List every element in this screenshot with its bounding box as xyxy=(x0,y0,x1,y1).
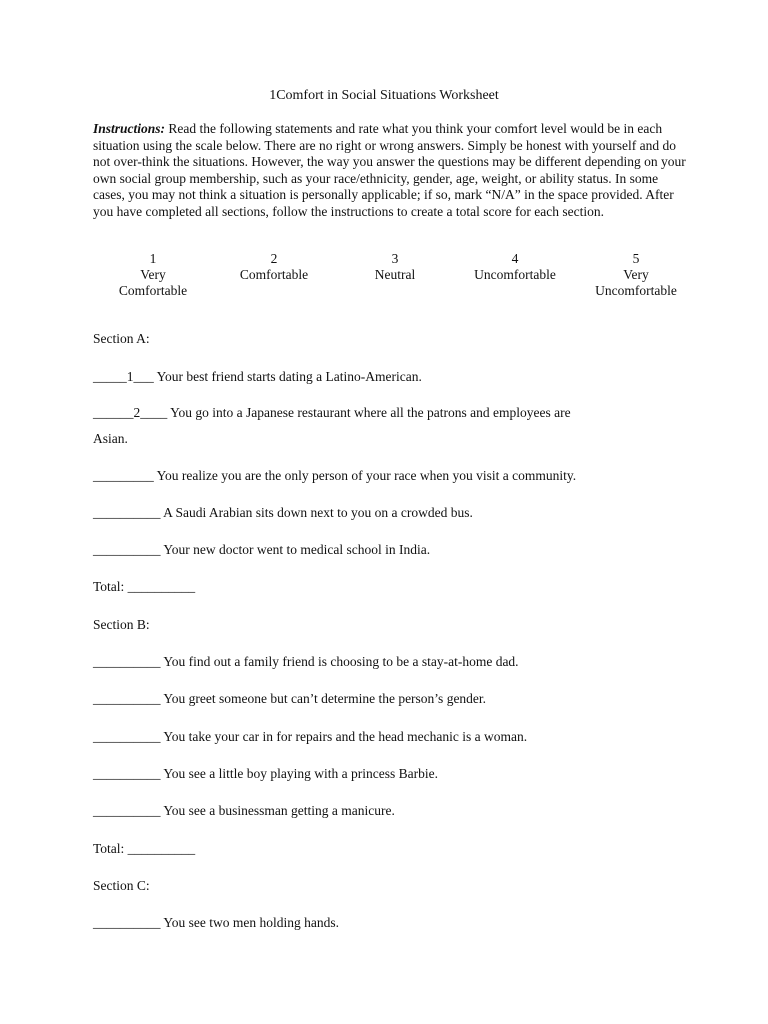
answer-blank[interactable]: __________ xyxy=(93,729,164,744)
section-a-item-2 xyxy=(93,405,571,421)
scale-label: Comfortable xyxy=(118,283,188,298)
statement-text: Your new doctor went to medical school in India. xyxy=(163,542,431,557)
statement-text: Your best friend starts dating a Latino-American. xyxy=(156,369,422,384)
statement-text: You greet someone but can’t determine the person’s gender. xyxy=(163,691,487,706)
scale-label: Comfortable xyxy=(239,267,309,282)
answer-blank[interactable]: __________ xyxy=(93,654,164,669)
scale-item-4 xyxy=(450,251,580,283)
section-a-item-3 xyxy=(93,468,576,484)
section-a-item-5 xyxy=(93,542,430,558)
section-b-total[interactable]: Total: __________ xyxy=(93,841,196,856)
section-b-item-3 xyxy=(93,729,527,745)
answer-blank[interactable]: __________ xyxy=(93,915,164,930)
statement-text: You take your car in for repairs and the head mechanic is a woman. xyxy=(163,729,528,744)
rating-scale xyxy=(0,251,768,301)
section-a-item-4 xyxy=(93,505,473,521)
scale-label: Very xyxy=(140,267,166,282)
instructions-text: Read the following statements and rate what you think your comfort level would be in each situation using the scale below. There are no right or wrong answers. Simply be honest with yourself and do not over-think the situations. However, the way you answer the questions may be different depending on your own social group membership, such as your race/ethnicity, gender, age, weight, or ability status. In some cases, you may not think a situation is personally applicable; if so, mark “N/A” in the space provided. After you have completed all sections, follow the instructions to create a total score for each section. xyxy=(93,121,686,219)
statement-text-continued: Asian. xyxy=(93,431,128,446)
scale-item-3 xyxy=(330,251,460,283)
section-b-heading: Section B: xyxy=(93,617,150,632)
scale-label: Uncomfortable xyxy=(595,283,677,298)
scale-number: 5 xyxy=(632,251,640,266)
scale-number: 2 xyxy=(270,251,278,266)
section-b-item-2 xyxy=(93,691,486,707)
statement-text: A Saudi Arabian sits down next to you on a crowded bus. xyxy=(163,505,473,520)
answer-blank[interactable]: __________ xyxy=(93,505,164,520)
section-b-item-1 xyxy=(93,654,519,670)
instructions-lead: Instructions: xyxy=(93,121,166,136)
scale-item-5 xyxy=(571,251,701,299)
statement-text: You find out a family friend is choosing to be a stay-at-home dad. xyxy=(163,654,519,669)
answer-blank[interactable]: _________ xyxy=(93,468,157,483)
scale-item-2 xyxy=(209,251,339,283)
answer-blank[interactable]: ______2____ xyxy=(93,405,171,420)
page-title: 1Comfort in Social Situations Worksheet xyxy=(269,88,499,103)
section-c-heading: Section C: xyxy=(93,878,150,893)
statement-text: You see a businessman getting a manicure. xyxy=(163,803,395,818)
scale-label: Very xyxy=(623,267,649,282)
scale-item-1 xyxy=(88,251,218,299)
section-c-item-1 xyxy=(93,915,339,931)
instructions-paragraph xyxy=(93,121,689,221)
section-b-item-4 xyxy=(93,766,438,782)
statement-text: You see a little boy playing with a princess Barbie. xyxy=(163,766,438,781)
answer-blank[interactable]: __________ xyxy=(93,766,164,781)
section-a-heading: Section A: xyxy=(93,331,150,346)
section-a-total[interactable]: Total: __________ xyxy=(93,579,196,594)
section-a-item-1 xyxy=(93,369,422,385)
answer-blank[interactable]: __________ xyxy=(93,542,164,557)
scale-label: Neutral xyxy=(374,267,416,282)
scale-label: Uncomfortable xyxy=(474,267,556,282)
scale-number: 4 xyxy=(511,251,519,266)
answer-blank[interactable]: __________ xyxy=(93,691,164,706)
statement-text: You realize you are the only person of your race when you visit a community. xyxy=(156,468,577,483)
statement-text: You see two men holding hands. xyxy=(163,915,340,930)
scale-number: 3 xyxy=(391,251,399,266)
answer-blank[interactable]: _____1___ xyxy=(93,369,157,384)
section-b-item-5 xyxy=(93,803,395,819)
answer-blank[interactable]: __________ xyxy=(93,803,164,818)
statement-text: You go into a Japanese restaurant where all the patrons and employees are xyxy=(170,405,571,420)
scale-number: 1 xyxy=(149,251,157,266)
